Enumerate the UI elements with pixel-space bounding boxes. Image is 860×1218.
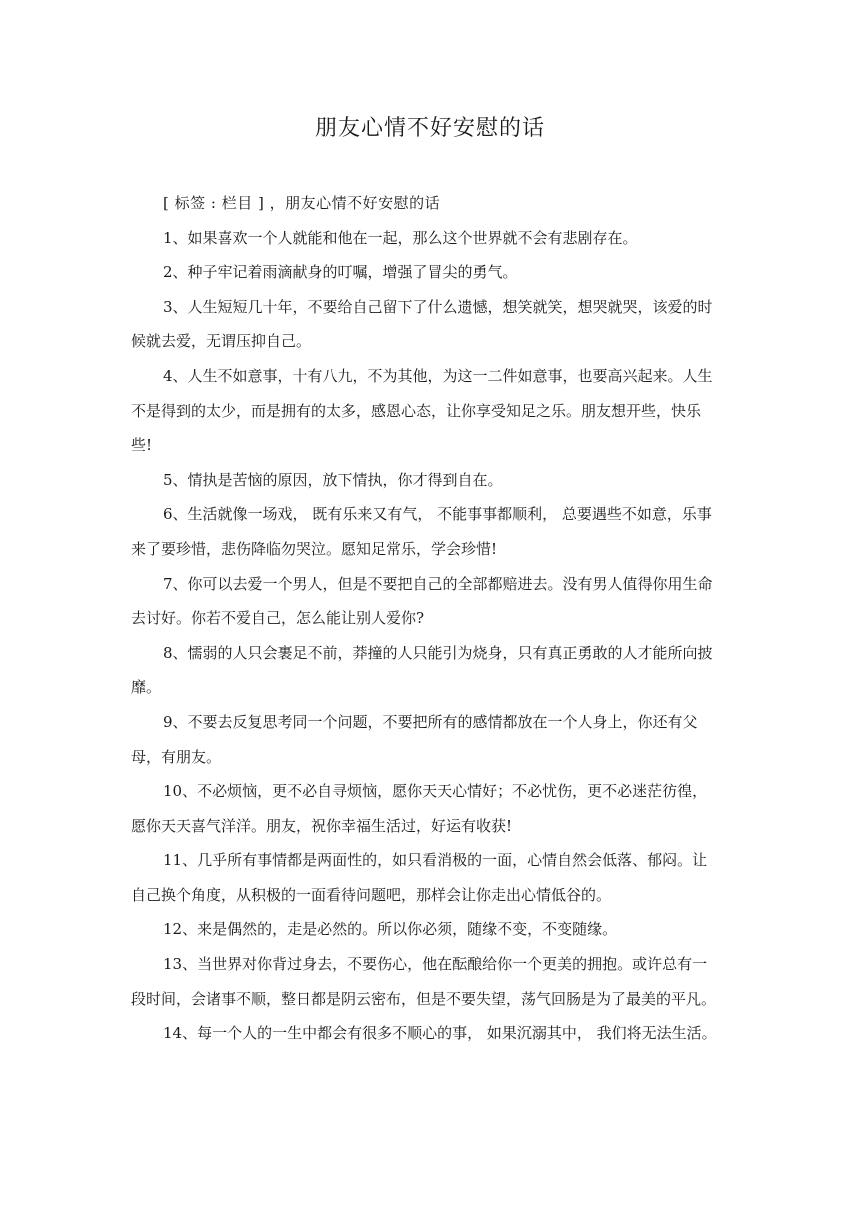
- document-body: [131, 186, 721, 1051]
- paragraph-4: 4、人生不如意事，十有八九，不为其他，为这一二件如意事，也要高兴起来。人生不是得到的太少，而是拥有的太多，感恩心态，让你享受知足之乐。朋友想开些，快乐些!: [131, 366, 713, 455]
- document-title: 朋友心情不好安慰的话: [314, 116, 545, 141]
- paragraph-5: 5、情执是苦恼的原因，放下情执，你才得到自在。: [163, 470, 503, 489]
- paragraph-11: 11、几乎所有事情都是两面性的，如只看消极的一面，心情自然会低落、郁闷。让自己换个角度，从积极的一面看待问题吧，那样会让你走出心情低谷的。: [131, 851, 708, 904]
- paragraph-3: 3、人生短短几十年，不要给自己留下了什么遗憾，想笑就笑，想哭就哭，该爱的时候就去爱，无谓压抑自己。: [131, 297, 713, 351]
- paragraph-12: 12、来是偶然的，走是必然的。所以你必须，随缘不变，不变随缘。: [163, 920, 618, 939]
- paragraph-8: 8、懦弱的人只会裹足不前，莽撞的人只能引为烧身，只有真正勇敢的人才能所向披靡。: [131, 643, 713, 697]
- paragraph-2: 2、种子牢记着雨滴献身的叮嘱，增强了冒尖的勇气。: [163, 263, 518, 282]
- tags-line: [ 标签 : 栏目 ] ，朋友心情不好安慰的话: [163, 194, 441, 212]
- paragraph-6: 6、生活就像一场戏， 既有乐来又有气， 不能事事都顺利， 总要遇些不如意，乐事来了要珍惜，悲伤降临勿哭泣。愿知足常乐，学会珍惜!: [131, 505, 712, 558]
- paragraph-14: 14、每一个人的一生中都会有很多不顺心的事， 如果沉溺其中， 我们将无法生活。: [163, 1024, 717, 1043]
- paragraph-13: 13、当世界对你背过身去，不要伤心，他在酝酿给你一个更美的拥抱。或许总有一段时间，会诸事不顺，整日都是阴云密布，但是不要失望，荡气回肠是为了最美的平凡。: [131, 955, 717, 1008]
- paragraph-1: 1、如果喜欢一个人就能和他在一起，那么这个世界就不会有悲剧存在。: [163, 228, 638, 247]
- paragraph-10: 10、不必烦恼，更不必自寻烦恼，愿你天天心情好；不必忧伤，更不必迷茫彷徨，愿你天天喜气洋洋。朋友，祝你幸福生活过，好运有收获!: [131, 782, 708, 835]
- paragraph-9: 9、不要去反复思考同一个问题，不要把所有的感情都放在一个人身上，你还有父母，有朋友。: [131, 712, 698, 766]
- paragraph-7: 7、你可以去爱一个男人，但是不要把自己的全部都赔进去。没有男人值得你用生命去讨好。你若不爱自己，怎么能让别人爱你?: [131, 574, 713, 628]
